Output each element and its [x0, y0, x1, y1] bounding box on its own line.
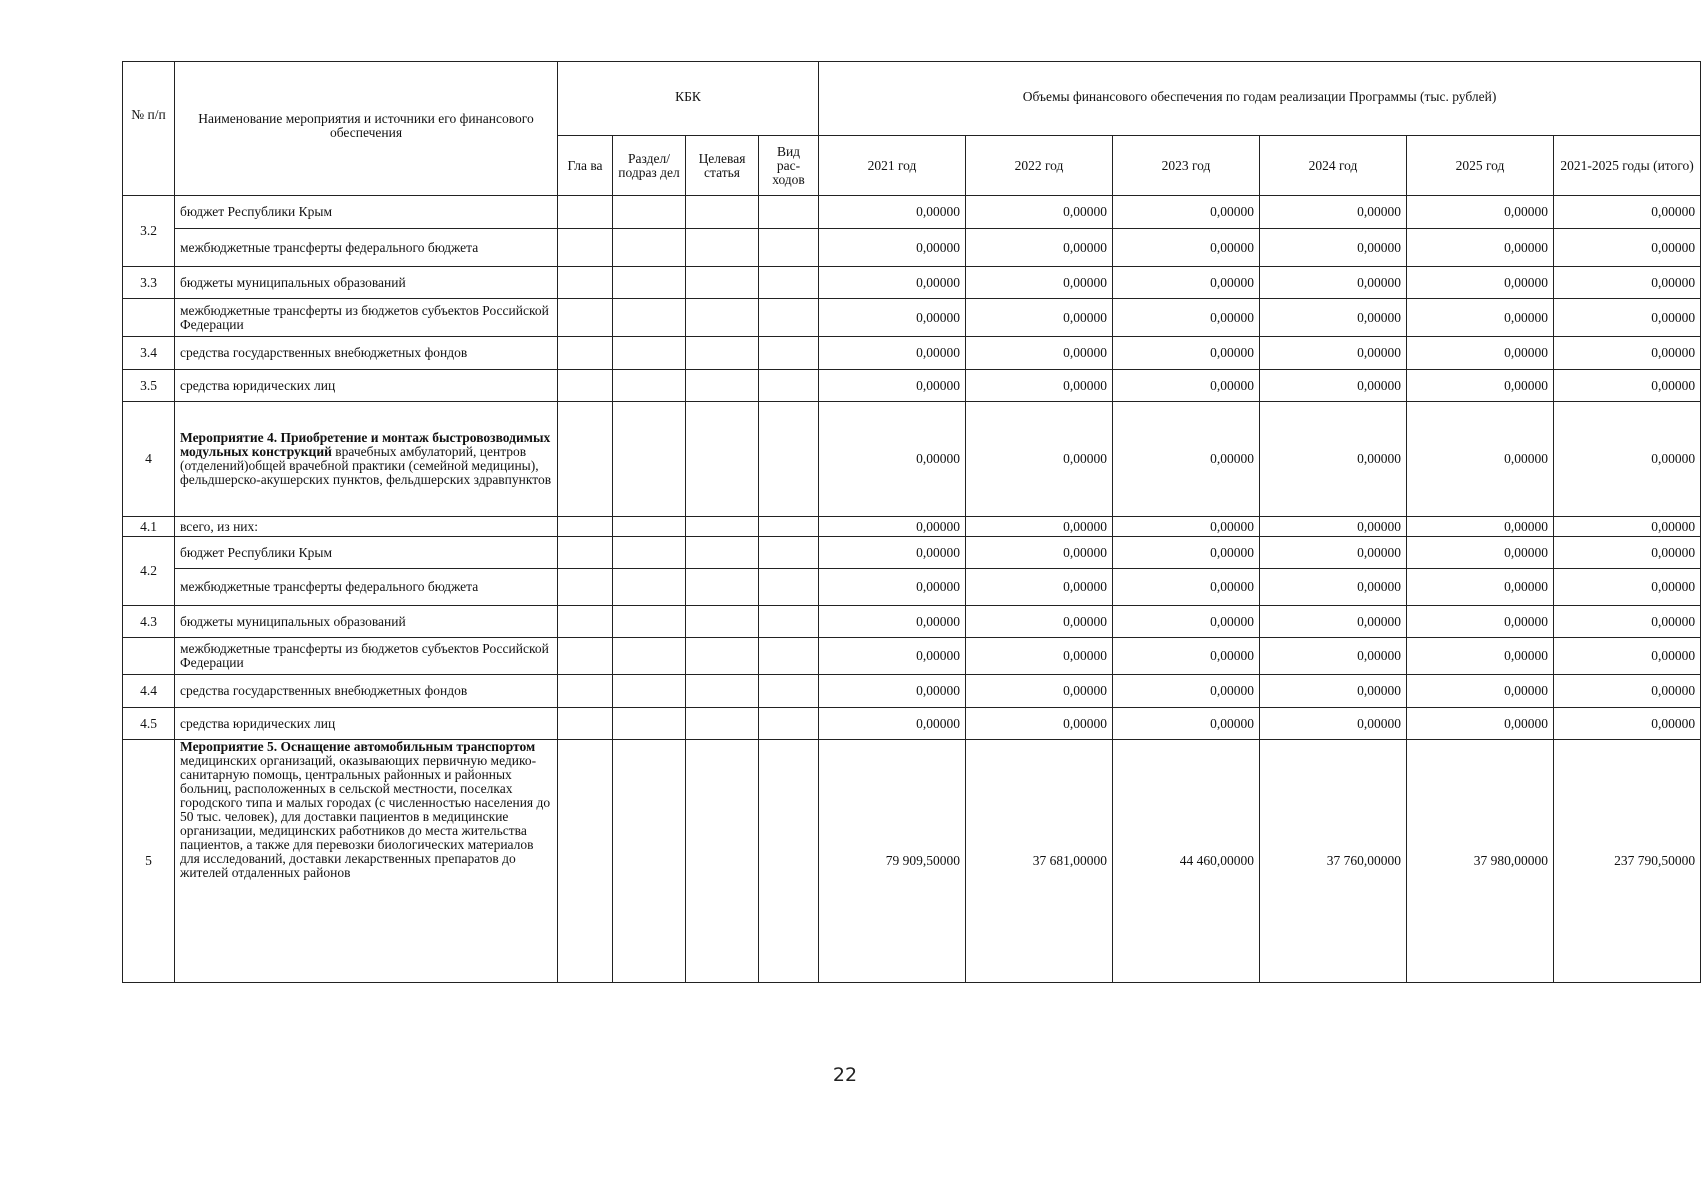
- kbk-cell: [686, 569, 759, 606]
- value-cell: 0,00000: [819, 229, 966, 267]
- kbk-cell: [759, 708, 819, 740]
- row-name: межбюджетные трансферты из бюджетов субъектов Российской Федерации: [175, 299, 558, 337]
- value-cell: 0,00000: [819, 517, 966, 537]
- value-cell: 0,00000: [1554, 708, 1701, 740]
- row-name-bold: Мероприятие 5. Оснащение автомобильным транспортом: [180, 739, 536, 754]
- value-cell: 0,00000: [1113, 517, 1260, 537]
- table-row: [123, 299, 1701, 337]
- kbk-cell: [686, 537, 759, 569]
- kbk-cell: [613, 537, 686, 569]
- value-cell: 0,00000: [1260, 517, 1407, 537]
- header-volumes: Объемы финансового обеспечения по годам реализации Программы (тыс. рублей): [819, 62, 1701, 136]
- row-name: межбюджетные трансферты из бюджетов субъектов Российской Федерации: [175, 638, 558, 675]
- row-name: бюджет Республики Крым: [175, 196, 558, 229]
- value-cell: 0,00000: [1554, 675, 1701, 708]
- value-cell: 0,00000: [819, 267, 966, 299]
- value-cell: 0,00000: [1113, 370, 1260, 402]
- kbk-cell: [759, 196, 819, 229]
- row-number: [123, 299, 175, 337]
- value-cell: 0,00000: [819, 638, 966, 675]
- row-number: 4.2: [123, 537, 175, 606]
- table-row: [123, 569, 1701, 606]
- value-cell: 0,00000: [1554, 402, 1701, 517]
- value-cell: 0,00000: [819, 337, 966, 370]
- row-number: 4.5: [123, 708, 175, 740]
- kbk-cell: [686, 675, 759, 708]
- kbk-cell: [759, 638, 819, 675]
- kbk-cell: [613, 740, 686, 983]
- kbk-cell: [613, 638, 686, 675]
- table-row: [123, 267, 1701, 299]
- value-cell: 0,00000: [1113, 569, 1260, 606]
- kbk-cell: [686, 740, 759, 983]
- header-year-2022: 2022 год: [966, 136, 1113, 196]
- kbk-cell: [759, 569, 819, 606]
- kbk-cell: [558, 675, 613, 708]
- table-row: [123, 229, 1701, 267]
- value-cell: 37 681,00000: [966, 740, 1113, 983]
- row-name-rest: медицинских организаций, оказывающих первичную медико-санитарную помощь, центральных районных и районных больниц, расположенных в сельской местности, поселках городского типа и малых городах (с численностью населения до 50 тыс. человек), для доставки пациентов в медицинские организации, медицинских работников до места жительства пациентов, а также для перевозки биологических материалов для исследований, доставки лекарственных препаратов до жителей отдаленных районов: [180, 753, 551, 880]
- header-kbk-celevaya: Целевая статья: [686, 136, 759, 196]
- kbk-cell: [759, 606, 819, 638]
- kbk-cell: [686, 267, 759, 299]
- kbk-cell: [613, 370, 686, 402]
- value-cell: 0,00000: [819, 675, 966, 708]
- row-number: 5: [123, 740, 175, 983]
- value-cell: 44 460,00000: [1113, 740, 1260, 983]
- value-cell: 0,00000: [1407, 708, 1554, 740]
- value-cell: 0,00000: [966, 196, 1113, 229]
- row-name: бюджеты муниципальных образований: [175, 606, 558, 638]
- value-cell: 0,00000: [1113, 606, 1260, 638]
- value-cell: 0,00000: [1407, 402, 1554, 517]
- value-cell: 0,00000: [819, 606, 966, 638]
- kbk-cell: [613, 569, 686, 606]
- value-cell: 0,00000: [1554, 196, 1701, 229]
- value-cell: 0,00000: [1260, 299, 1407, 337]
- kbk-cell: [558, 196, 613, 229]
- value-cell: 0,00000: [1113, 537, 1260, 569]
- value-cell: 79 909,50000: [819, 740, 966, 983]
- value-cell: 237 790,50000: [1554, 740, 1701, 983]
- table-row: [123, 370, 1701, 402]
- value-cell: 0,00000: [1407, 517, 1554, 537]
- row-name: [175, 402, 558, 517]
- kbk-cell: [558, 537, 613, 569]
- header-year-2021: 2021 год: [819, 136, 966, 196]
- row-name: средства государственных внебюджетных фондов: [175, 675, 558, 708]
- kbk-cell: [558, 337, 613, 370]
- kbk-cell: [613, 402, 686, 517]
- value-cell: 0,00000: [1554, 229, 1701, 267]
- header-year-2023: 2023 год: [1113, 136, 1260, 196]
- value-cell: 0,00000: [1407, 569, 1554, 606]
- header-name: Наименование мероприятия и источники его финансового обеспечения: [175, 62, 558, 196]
- kbk-cell: [759, 402, 819, 517]
- kbk-cell: [613, 196, 686, 229]
- table-body: [123, 196, 1701, 983]
- value-cell: 0,00000: [1554, 299, 1701, 337]
- value-cell: 0,00000: [1407, 370, 1554, 402]
- value-cell: 0,00000: [966, 537, 1113, 569]
- table-row: [123, 708, 1701, 740]
- table-row: [123, 196, 1701, 229]
- value-cell: 0,00000: [1407, 537, 1554, 569]
- header-num: № п/п: [123, 62, 175, 196]
- value-cell: 0,00000: [1554, 569, 1701, 606]
- value-cell: 0,00000: [1260, 675, 1407, 708]
- kbk-cell: [558, 229, 613, 267]
- value-cell: 0,00000: [966, 708, 1113, 740]
- table-row: [123, 606, 1701, 638]
- table-row: [123, 675, 1701, 708]
- value-cell: 0,00000: [1554, 337, 1701, 370]
- table-row: [123, 337, 1701, 370]
- row-name: бюджет Республики Крым: [175, 537, 558, 569]
- value-cell: 0,00000: [1260, 370, 1407, 402]
- row-name: средства юридических лиц: [175, 370, 558, 402]
- kbk-cell: [613, 337, 686, 370]
- value-cell: 0,00000: [1113, 267, 1260, 299]
- value-cell: 0,00000: [1113, 299, 1260, 337]
- kbk-cell: [558, 517, 613, 537]
- kbk-cell: [686, 638, 759, 675]
- value-cell: 0,00000: [966, 267, 1113, 299]
- value-cell: 0,00000: [1407, 299, 1554, 337]
- row-number: 4: [123, 402, 175, 517]
- value-cell: 0,00000: [1260, 402, 1407, 517]
- kbk-cell: [613, 708, 686, 740]
- financing-table: [122, 61, 1701, 983]
- header-kbk-razdel: Раздел/ подраз дел: [613, 136, 686, 196]
- row-number: 4.3: [123, 606, 175, 638]
- value-cell: 0,00000: [1554, 267, 1701, 299]
- value-cell: 0,00000: [1113, 675, 1260, 708]
- value-cell: 0,00000: [966, 569, 1113, 606]
- row-number: 3.3: [123, 267, 175, 299]
- value-cell: 0,00000: [1260, 229, 1407, 267]
- kbk-cell: [686, 229, 759, 267]
- value-cell: 0,00000: [966, 299, 1113, 337]
- kbk-cell: [558, 638, 613, 675]
- table-row: [123, 402, 1701, 517]
- value-cell: 0,00000: [819, 402, 966, 517]
- value-cell: 0,00000: [966, 606, 1113, 638]
- table-row: [123, 638, 1701, 675]
- kbk-cell: [613, 517, 686, 537]
- value-cell: 0,00000: [1113, 337, 1260, 370]
- kbk-cell: [759, 267, 819, 299]
- value-cell: 0,00000: [1554, 638, 1701, 675]
- kbk-cell: [558, 606, 613, 638]
- value-cell: 0,00000: [819, 537, 966, 569]
- header-kbk: КБК: [558, 62, 819, 136]
- value-cell: 0,00000: [819, 299, 966, 337]
- value-cell: 0,00000: [1113, 708, 1260, 740]
- row-number: [123, 638, 175, 675]
- row-number: 4.4: [123, 675, 175, 708]
- kbk-cell: [759, 537, 819, 569]
- value-cell: 0,00000: [1113, 196, 1260, 229]
- kbk-cell: [686, 708, 759, 740]
- value-cell: 37 760,00000: [1260, 740, 1407, 983]
- kbk-cell: [686, 402, 759, 517]
- value-cell: 0,00000: [819, 569, 966, 606]
- kbk-cell: [686, 299, 759, 337]
- value-cell: 0,00000: [966, 675, 1113, 708]
- table-row: [123, 537, 1701, 569]
- kbk-cell: [759, 517, 819, 537]
- kbk-cell: [558, 267, 613, 299]
- kbk-cell: [686, 370, 759, 402]
- value-cell: 0,00000: [966, 402, 1113, 517]
- value-cell: 0,00000: [1407, 638, 1554, 675]
- value-cell: 0,00000: [966, 370, 1113, 402]
- row-name: бюджеты муниципальных образований: [175, 267, 558, 299]
- kbk-cell: [613, 606, 686, 638]
- value-cell: 0,00000: [1260, 196, 1407, 229]
- header-kbk-vid: Вид рас- ходов: [759, 136, 819, 196]
- row-name: средства государственных внебюджетных фондов: [175, 337, 558, 370]
- row-name-rest: врачебных амбулаторий, центров (отделений)общей врачебной практики (семейной медицины), фельдшерско-акушерских пунктов, фельдшерских здравпунктов: [180, 444, 552, 487]
- row-number: 4.1: [123, 517, 175, 537]
- value-cell: 0,00000: [1260, 569, 1407, 606]
- value-cell: 0,00000: [1113, 229, 1260, 267]
- value-cell: 37 980,00000: [1407, 740, 1554, 983]
- kbk-cell: [558, 740, 613, 983]
- header-year-2025: 2025 год: [1407, 136, 1554, 196]
- row-name-bold: Мероприятие 4. Приобретение и монтаж быстровозводимых модульных конструкций: [180, 430, 551, 459]
- value-cell: 0,00000: [1260, 708, 1407, 740]
- value-cell: 0,00000: [1113, 402, 1260, 517]
- value-cell: 0,00000: [819, 370, 966, 402]
- row-name: всего, из них:: [175, 517, 558, 537]
- value-cell: 0,00000: [1260, 606, 1407, 638]
- value-cell: 0,00000: [819, 708, 966, 740]
- kbk-cell: [558, 569, 613, 606]
- value-cell: 0,00000: [1554, 517, 1701, 537]
- value-cell: 0,00000: [966, 517, 1113, 537]
- kbk-cell: [558, 299, 613, 337]
- kbk-cell: [686, 337, 759, 370]
- value-cell: 0,00000: [1260, 337, 1407, 370]
- kbk-cell: [759, 675, 819, 708]
- kbk-cell: [613, 675, 686, 708]
- kbk-cell: [686, 606, 759, 638]
- kbk-cell: [613, 299, 686, 337]
- value-cell: 0,00000: [1554, 370, 1701, 402]
- value-cell: 0,00000: [1407, 606, 1554, 638]
- kbk-cell: [759, 299, 819, 337]
- kbk-cell: [613, 229, 686, 267]
- table-row: [123, 740, 1701, 983]
- kbk-cell: [759, 370, 819, 402]
- row-number: 3.4: [123, 337, 175, 370]
- kbk-cell: [558, 370, 613, 402]
- kbk-cell: [558, 402, 613, 517]
- value-cell: 0,00000: [1554, 537, 1701, 569]
- row-name: [175, 740, 558, 983]
- table-row: [123, 517, 1701, 537]
- value-cell: 0,00000: [1260, 537, 1407, 569]
- value-cell: 0,00000: [1260, 638, 1407, 675]
- row-name: средства юридических лиц: [175, 708, 558, 740]
- table-header: [123, 62, 1701, 196]
- value-cell: 0,00000: [1554, 606, 1701, 638]
- value-cell: 0,00000: [1407, 267, 1554, 299]
- row-number: 3.5: [123, 370, 175, 402]
- row-name: межбюджетные трансферты федерального бюджета: [175, 229, 558, 267]
- page-number: 22: [832, 1064, 858, 1086]
- header-year-2024: 2024 год: [1260, 136, 1407, 196]
- header-year-total: 2021-2025 годы (итого): [1554, 136, 1701, 196]
- kbk-cell: [759, 337, 819, 370]
- header-kbk-glava: Гла ва: [558, 136, 613, 196]
- value-cell: 0,00000: [1407, 675, 1554, 708]
- kbk-cell: [558, 708, 613, 740]
- kbk-cell: [686, 517, 759, 537]
- value-cell: 0,00000: [966, 337, 1113, 370]
- row-number: 3.2: [123, 196, 175, 267]
- value-cell: 0,00000: [1113, 638, 1260, 675]
- kbk-cell: [613, 267, 686, 299]
- row-name: межбюджетные трансферты федерального бюджета: [175, 569, 558, 606]
- kbk-cell: [686, 196, 759, 229]
- value-cell: 0,00000: [1407, 196, 1554, 229]
- kbk-cell: [759, 229, 819, 267]
- value-cell: 0,00000: [1407, 337, 1554, 370]
- value-cell: 0,00000: [966, 638, 1113, 675]
- value-cell: 0,00000: [966, 229, 1113, 267]
- value-cell: 0,00000: [1407, 229, 1554, 267]
- value-cell: 0,00000: [819, 196, 966, 229]
- kbk-cell: [759, 740, 819, 983]
- value-cell: 0,00000: [1260, 267, 1407, 299]
